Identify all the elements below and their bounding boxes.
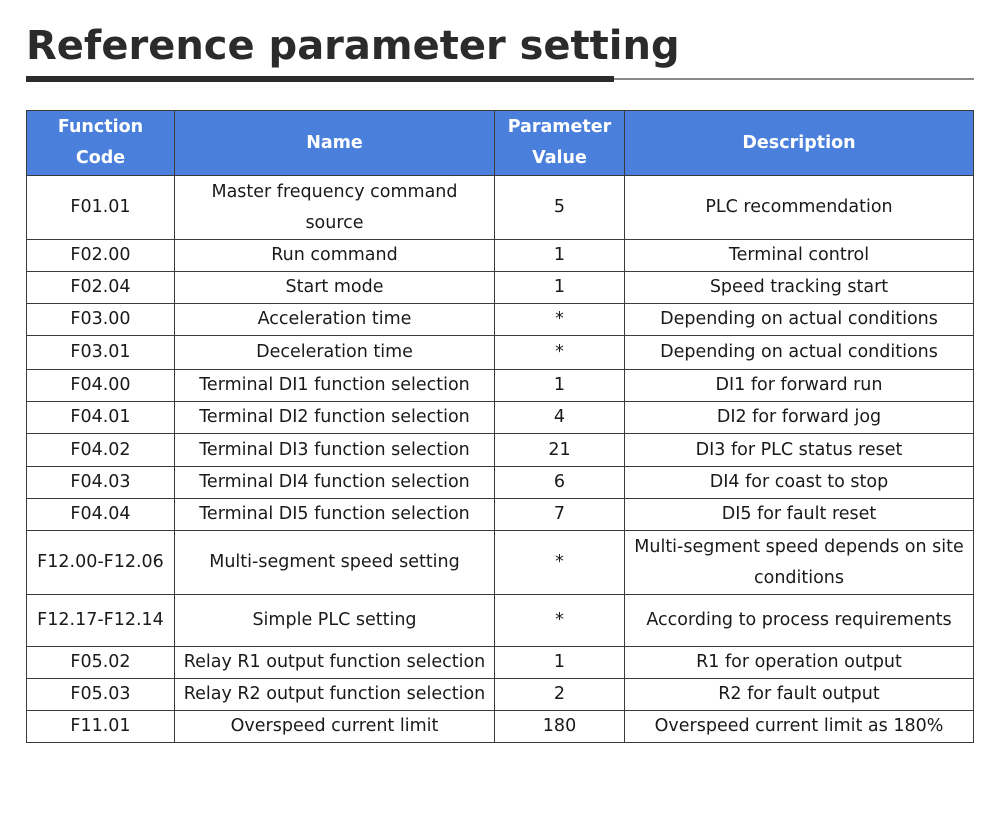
cell-description: R2 for fault output (625, 679, 974, 711)
cell-function-code: F04.00 (27, 370, 175, 402)
page-title: Reference parameter setting (26, 23, 680, 69)
cell-description: Terminal control (625, 240, 974, 272)
table-row (27, 402, 974, 434)
cell-description: According to process requirements (625, 595, 974, 647)
table-row (27, 272, 974, 304)
header-function-code: Function Code (27, 111, 175, 176)
cell-parameter-value: 6 (495, 467, 625, 499)
table-row (27, 434, 974, 467)
cell-parameter-value: 5 (495, 176, 625, 240)
title-underline (26, 76, 614, 82)
cell-name: Terminal DI2 function selection (175, 402, 495, 434)
cell-description: DI5 for fault reset (625, 499, 974, 531)
cell-function-code: F05.02 (27, 647, 175, 679)
cell-parameter-value: 1 (495, 370, 625, 402)
cell-description: DI1 for forward run (625, 370, 974, 402)
table-row (27, 499, 974, 531)
cell-function-code: F04.02 (27, 434, 175, 467)
cell-description: R1 for operation output (625, 647, 974, 679)
cell-function-code: F03.01 (27, 336, 175, 370)
cell-function-code: F02.00 (27, 240, 175, 272)
cell-description: Overspeed current limit as 180% (625, 711, 974, 743)
cell-name: Relay R2 output function selection (175, 679, 495, 711)
cell-function-code: F05.03 (27, 679, 175, 711)
parameter-table (26, 110, 974, 743)
cell-parameter-value: * (495, 336, 625, 370)
table-body (27, 176, 974, 743)
table-row (27, 647, 974, 679)
cell-function-code: F02.04 (27, 272, 175, 304)
cell-description: DI4 for coast to stop (625, 467, 974, 499)
cell-name: Multi-segment speed setting (175, 531, 495, 595)
cell-name: Terminal DI4 function selection (175, 467, 495, 499)
table-row (27, 679, 974, 711)
cell-parameter-value: 1 (495, 240, 625, 272)
cell-description: Multi-segment speed depends on site conditions (625, 531, 974, 595)
cell-parameter-value: 1 (495, 272, 625, 304)
cell-description: Depending on actual conditions (625, 336, 974, 370)
cell-name: Terminal DI3 function selection (175, 434, 495, 467)
cell-function-code: F01.01 (27, 176, 175, 240)
table-row (27, 370, 974, 402)
cell-function-code: F04.03 (27, 467, 175, 499)
table-header-row (27, 111, 974, 176)
cell-parameter-value: * (495, 531, 625, 595)
cell-name: Start mode (175, 272, 495, 304)
cell-parameter-value: 4 (495, 402, 625, 434)
cell-description: DI3 for PLC status reset (625, 434, 974, 467)
cell-parameter-value: 180 (495, 711, 625, 743)
cell-description: DI2 for forward jog (625, 402, 974, 434)
cell-parameter-value: 2 (495, 679, 625, 711)
cell-description: Speed tracking start (625, 272, 974, 304)
cell-function-code: F11.01 (27, 711, 175, 743)
cell-parameter-value: * (495, 595, 625, 647)
cell-function-code: F12.17-F12.14 (27, 595, 175, 647)
table-row (27, 336, 974, 370)
header-parameter-value: Parameter Value (495, 111, 625, 176)
table-row (27, 531, 974, 595)
table-row (27, 176, 974, 240)
cell-description: PLC recommendation (625, 176, 974, 240)
cell-function-code: F12.00-F12.06 (27, 531, 175, 595)
table-row (27, 467, 974, 499)
cell-name: Master frequency command source (175, 176, 495, 240)
table-row (27, 240, 974, 272)
cell-parameter-value: * (495, 304, 625, 336)
cell-parameter-value: 1 (495, 647, 625, 679)
cell-description: Depending on actual conditions (625, 304, 974, 336)
cell-function-code: F04.01 (27, 402, 175, 434)
cell-name: Acceleration time (175, 304, 495, 336)
cell-name: Deceleration time (175, 336, 495, 370)
table-row (27, 711, 974, 743)
header-description: Description (625, 111, 974, 176)
cell-parameter-value: 7 (495, 499, 625, 531)
cell-name: Overspeed current limit (175, 711, 495, 743)
cell-function-code: F04.04 (27, 499, 175, 531)
cell-parameter-value: 21 (495, 434, 625, 467)
table-row (27, 595, 974, 647)
cell-name: Terminal DI1 function selection (175, 370, 495, 402)
cell-name: Simple PLC setting (175, 595, 495, 647)
table-row (27, 304, 974, 336)
cell-function-code: F03.00 (27, 304, 175, 336)
cell-name: Terminal DI5 function selection (175, 499, 495, 531)
header-name: Name (175, 111, 495, 176)
cell-name: Relay R1 output function selection (175, 647, 495, 679)
table-header (27, 111, 974, 176)
cell-name: Run command (175, 240, 495, 272)
